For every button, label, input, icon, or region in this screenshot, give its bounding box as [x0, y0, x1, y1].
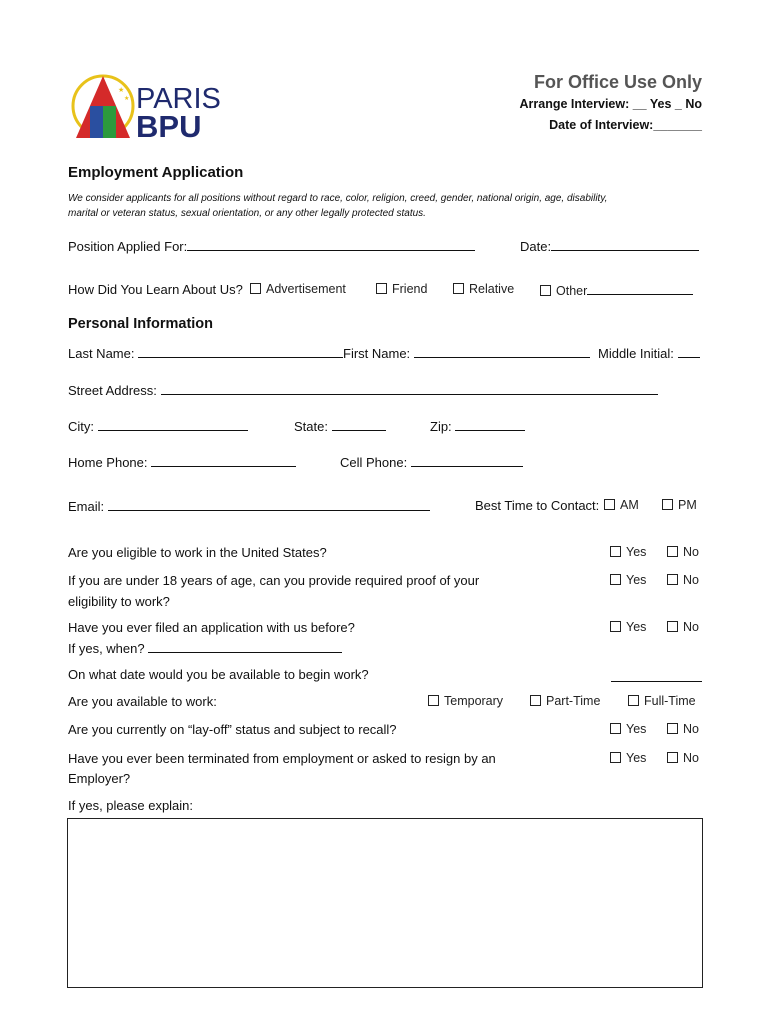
- checkbox-icon[interactable]: [667, 723, 678, 734]
- zip-input-line[interactable]: [455, 418, 525, 431]
- q7-yes-option[interactable]: Yes: [610, 751, 646, 765]
- checkbox-icon[interactable]: [667, 574, 678, 585]
- date-label: Date:: [520, 239, 552, 254]
- question-under-18-line2: eligibility to work?: [68, 594, 170, 609]
- state-input-line[interactable]: [332, 418, 386, 431]
- office-use-title: For Office Use Only: [533, 72, 702, 92]
- checkbox-icon[interactable]: [610, 574, 621, 585]
- city-field[interactable]: City:: [68, 418, 248, 434]
- checkbox-icon[interactable]: [667, 752, 678, 763]
- checkbox-icon[interactable]: [610, 723, 621, 734]
- checkbox-icon[interactable]: [610, 546, 621, 557]
- checkbox-icon[interactable]: [540, 285, 551, 296]
- position-input-line[interactable]: [187, 238, 475, 251]
- if-yes-when-field[interactable]: If yes, when?: [68, 640, 342, 656]
- disclaimer-line-2: marital or veteran status, sexual orientation, or any other legally protected status.: [68, 208, 426, 219]
- date-of-interview-field[interactable]: Date of Interview:_______: [549, 118, 702, 132]
- question-terminated-line2: Employer?: [68, 771, 131, 786]
- when-input-line[interactable]: [148, 640, 342, 653]
- arrange-interview-field[interactable]: Arrange Interview: __ Yes _ No: [519, 97, 702, 111]
- street-input-line[interactable]: [161, 382, 658, 395]
- q2-yes-option[interactable]: Yes: [610, 573, 646, 587]
- middle-initial-input-line[interactable]: [678, 345, 700, 358]
- city-input-line[interactable]: [98, 418, 248, 431]
- home-phone-input-line[interactable]: [151, 454, 296, 467]
- q7-no-option[interactable]: No: [667, 751, 699, 765]
- zip-field[interactable]: Zip:: [430, 418, 525, 434]
- question-under-18-line1: If you are under 18 years of age, can you provide required proof of your: [68, 573, 480, 588]
- explain-label: If yes, please explain:: [68, 798, 194, 813]
- cell-phone-input-line[interactable]: [411, 454, 523, 467]
- svg-text:★: ★: [118, 86, 125, 94]
- checkbox-icon[interactable]: [453, 283, 464, 294]
- best-time-pm-option[interactable]: PM: [662, 498, 697, 512]
- checkbox-icon[interactable]: [667, 621, 678, 632]
- checkbox-icon[interactable]: [610, 621, 621, 632]
- checkbox-icon[interactable]: [604, 499, 615, 510]
- last-name-field[interactable]: Last Name:: [68, 345, 343, 361]
- first-name-input-line[interactable]: [414, 345, 590, 358]
- learn-option-other[interactable]: Other: [540, 282, 693, 298]
- date-field[interactable]: [520, 238, 699, 254]
- logo-block-green: [103, 106, 116, 138]
- checkbox-icon[interactable]: [628, 695, 639, 706]
- work-full-time-option[interactable]: Full-Time: [628, 694, 696, 708]
- q6-yes-option[interactable]: Yes: [610, 722, 646, 736]
- work-temporary-option[interactable]: Temporary: [428, 694, 503, 708]
- checkbox-icon[interactable]: [662, 499, 673, 510]
- q1-yes-option[interactable]: Yes: [610, 545, 646, 559]
- cell-phone-field[interactable]: Cell Phone:: [340, 454, 523, 470]
- personal-info-heading: Personal Information: [68, 316, 214, 332]
- email-field[interactable]: Email:: [68, 498, 430, 514]
- question-available-to-work: Are you available to work:: [68, 694, 217, 709]
- q1-no-option[interactable]: No: [667, 545, 699, 559]
- disclaimer-line-1: We consider applicants for all positions without regard to race, color, religion, creed, gender, national origin, age, disability,: [68, 193, 608, 204]
- best-time-label: Best Time to Contact:: [475, 498, 600, 513]
- checkbox-icon[interactable]: [376, 283, 387, 294]
- state-field[interactable]: State:: [294, 418, 386, 434]
- last-name-input-line[interactable]: [138, 345, 343, 358]
- learn-option-relative[interactable]: Relative: [453, 282, 514, 296]
- logo-word-bpu: BPU: [136, 109, 202, 144]
- question-terminated-line1: Have you ever been terminated from employment or asked to resign by an: [68, 751, 496, 766]
- other-input-line[interactable]: [587, 282, 693, 295]
- start-date-input-line[interactable]: [611, 667, 702, 682]
- question-filed-before: Have you ever filed an application with us before?: [68, 620, 355, 635]
- checkbox-icon[interactable]: [667, 546, 678, 557]
- logo-block-blue: [90, 106, 103, 138]
- position-label: Position Applied For:: [68, 239, 188, 254]
- question-start-date: On what date would you be available to begin work?: [68, 667, 369, 682]
- q6-no-option[interactable]: No: [667, 722, 699, 736]
- paris-bpu-logo: [70, 70, 221, 150]
- q2-no-option[interactable]: No: [667, 573, 699, 587]
- learn-option-advertisement[interactable]: Advertisement: [250, 282, 346, 296]
- work-part-time-option[interactable]: Part-Time: [530, 694, 600, 708]
- date-input-line[interactable]: [551, 238, 699, 251]
- best-time-am-option[interactable]: AM: [604, 498, 639, 512]
- checkbox-icon[interactable]: [428, 695, 439, 706]
- email-input-line[interactable]: [108, 498, 430, 511]
- question-lay-off: Are you currently on “lay-off” status and subject to recall?: [68, 722, 397, 737]
- learn-option-friend[interactable]: Friend: [376, 282, 427, 296]
- explain-textarea[interactable]: [67, 818, 703, 988]
- first-name-field[interactable]: First Name:: [343, 345, 590, 361]
- learn-label: How Did You Learn About Us?: [68, 282, 243, 297]
- question-eligible-us: Are you eligible to work in the United States?: [68, 545, 327, 560]
- checkbox-icon[interactable]: [250, 283, 261, 294]
- logo-word-paris: PARIS: [136, 83, 221, 115]
- middle-initial-field[interactable]: Middle Initial:: [598, 345, 700, 361]
- page-title: Employment Application: [68, 164, 244, 181]
- checkbox-icon[interactable]: [610, 752, 621, 763]
- q3-yes-option[interactable]: Yes: [610, 620, 646, 634]
- home-phone-field[interactable]: Home Phone:: [68, 454, 296, 470]
- checkbox-icon[interactable]: [530, 695, 541, 706]
- svg-text:★: ★: [124, 95, 130, 102]
- position-field[interactable]: [68, 238, 475, 254]
- q3-no-option[interactable]: No: [667, 620, 699, 634]
- street-field[interactable]: Street Address:: [68, 382, 658, 398]
